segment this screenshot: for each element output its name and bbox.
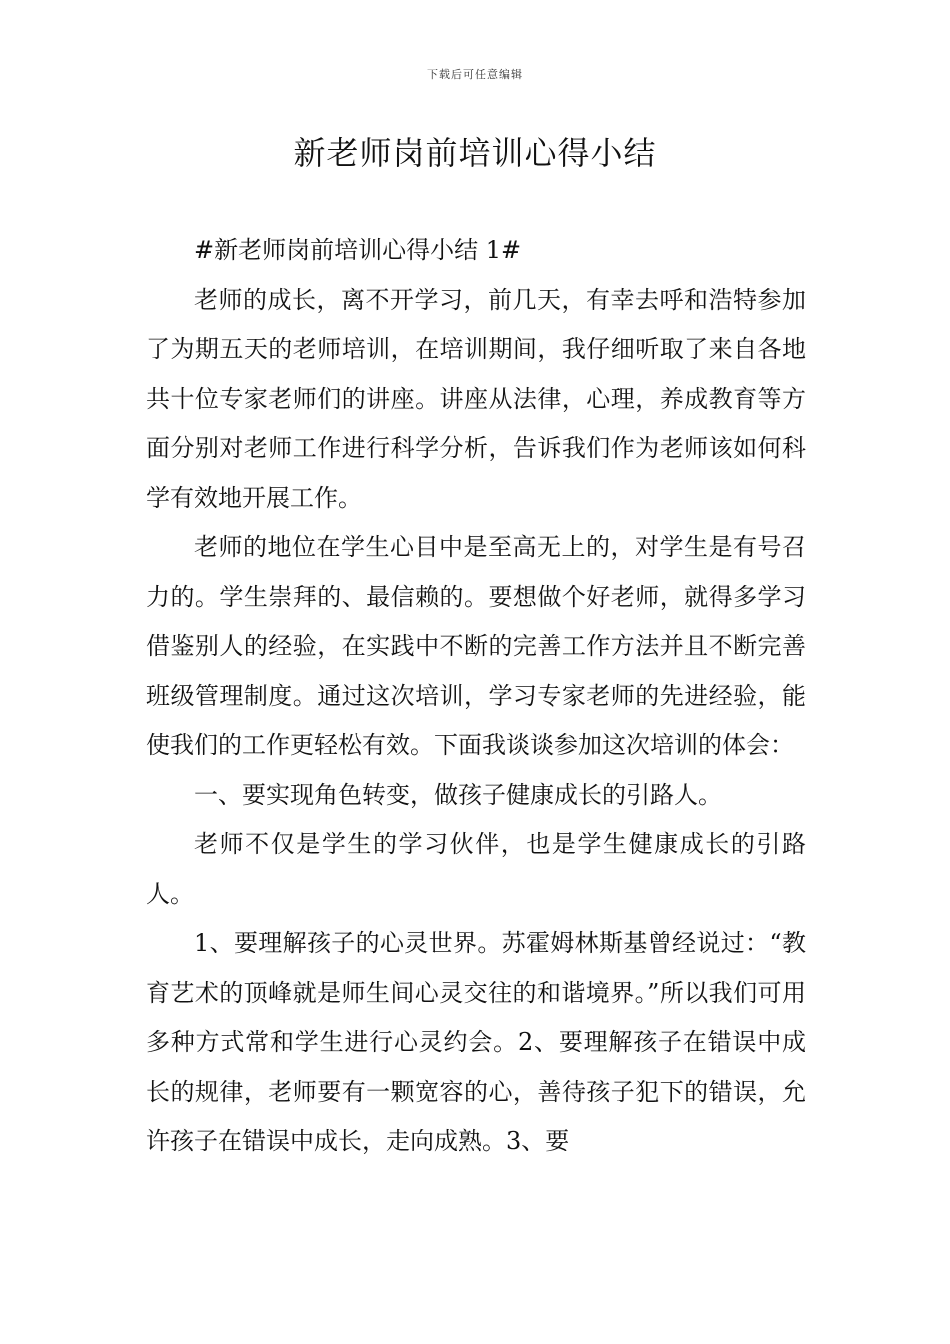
document-title: 新老师岗前培训心得小结 [293,134,657,172]
paragraph: 老师的成长，离不开学习，前几天，有幸去呼和浩特参加了为期五天的老师培训，在培训期间，我仔细听取了来自各地共十位专家老师们的讲座。讲座从法律，心理，养成教育等方面分别对老师工作进行科学分析，告诉我们作为老师该如何科学有效地开展工作。 [146,285,806,512]
paragraph: 老师不仅是学生的学习伙伴，也是学生健康成长的引路人。 [146,830,806,908]
header-note: 下载后可任意编辑 [427,68,523,81]
paragraph: 老师的地位在学生心目中是至高无上的，对学生是有号召力的。学生崇拜的、最信赖的。要想做个好老师，就得多学习借鉴别人的经验，在实践中不断的完善工作方法并且不断完善班级管理制度。通过这次培训，学习专家老师的先进经验，能使我们的工作更轻松有效。下面我谈谈参加这次培训的体会： [146,533,806,759]
paragraph: 一、要实现角色转变，做孩子健康成长的引路人。 [194,780,722,809]
section-heading: #新老师岗前培训心得小结 1# [194,236,522,264]
document-body [146,226,806,1167]
paragraph: 1、要理解孩子的心灵世界。苏霍姆林斯基曾经说过：“教育艺术的顶峰就是师生间心灵交往的和谐境界。”所以我们可用多种方式常和学生进行心灵约会。2、要理解孩子在错误中成长的规律，老师要有一颗宽容的心，善待孩子犯下的错误，允许孩子在错误中成长，走向成熟。3、要 [146,929,806,1155]
